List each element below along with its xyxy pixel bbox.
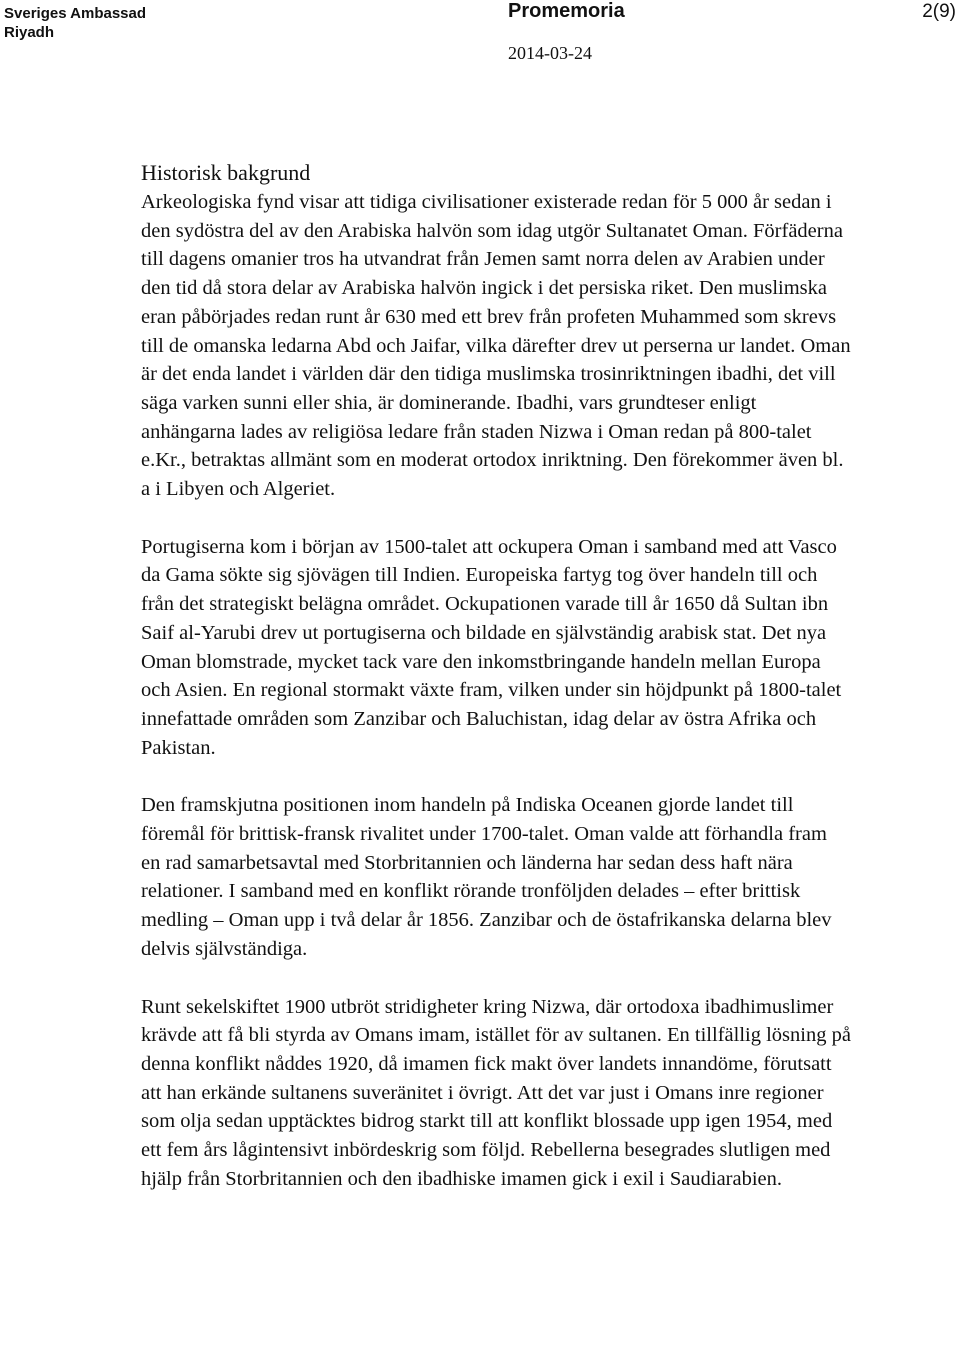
document-header (0, 0, 960, 70)
document-body (141, 158, 851, 1223)
section-title: Historisk bakgrund (141, 160, 311, 185)
sender-city: Riyadh (4, 24, 55, 41)
paragraph: Portugiserna kom i början av 1500-talet att ockupera Oman i samband med att Vasco da Gama sökte sig sjövägen till Indien. Europeiska fartyg tog över handeln till och från det strategiskt belägna området. Ockupationen varade till år 1650 då Sultan ibn Saif al-Yarubi drev ut portugiserna och bildade en självständig arabisk stat. Det nya Oman blomstrade, mycket tack vare den inkomstbringande handeln mellan Europa och Asien. En regional stormakt växte fram, vilken under sin höjdpunkt på 1800-talet innefattade områden som Zanzibar och Baluchistan, idag delar av östra Afrika och Pakistan. (141, 535, 842, 759)
document-date: 2014-03-24 (508, 43, 592, 63)
page-number: 2(9) (922, 1, 956, 22)
paragraph: Arkeologiska fynd visar att tidiga civilisationer existerade redan för 5 000 år sedan i den sydöstra del av den Arabiska halvön som idag utgör Sultanatet Oman. Förfäderna till dagens omanier tros ha utvandrat från Jemen samt norra delen av Arabien under den tid då stora delar av Arabiska halvön ingick i det persiska riket. Den muslimska eran påbörjades redan runt år 630 med ett brev från profeten Muhammed som skrevs till de omanska ledarna Abd och Jaifar, vilka därefter drev ut perserna ur landet. Oman är det enda landet i världen där den tidiga muslimska trosinriktningen ibadhi, det vill säga varken sunni eller shia, är dominerande. Ibadhi, vars grundteser enligt anhängarna lades av religiösa ledare från staden Nizwa i Oman redan på 800-talet e.Kr., betraktas allmänt som en moderat ortodox inriktning. Den förekommer även bl. a i Libyen och Algeriet. (141, 191, 851, 501)
sender-organization: Sveriges Ambassad (4, 5, 147, 22)
sender-block (4, 4, 146, 42)
document-type: Promemoria (508, 0, 625, 22)
paragraph: Runt sekelskiftet 1900 utbröt stridigheter kring Nizwa, där ortodoxa ibadhimuslimer krävde att få bli styrda av Omans imam, istället för av sultanen. En tillfällig lösning på denna konflikt nåddes 1920, då imamen fick makt över landets innandöme, förutsatt att han erkände sultanens suveränitet i övrigt. Att det var just i Omans inre regioner som olja sedan upptäcktes bidrog starkt till att konflikt blossade upp igen 1954, med ett fem års lågintensivt inbördeskrig som följd. Rebellerna besegrades slutligen med hjälp från Storbritannien och den ibadhiske imamen gick i exil i Saudiarabien. (141, 995, 851, 1190)
paragraph: Den framskjutna positionen inom handeln på Indiska Oceanen gjorde landet till föremål för brittisk-fransk rivalitet under 1700-talet. Oman valde att förhandla fram en rad samarbetsavtal med Storbritannien och länderna har sedan dess haft nära relationer. I samband med en konflikt rörande tronföljden delades – efter brittisk medling – Oman upp i två delar år 1856. Zanzibar och de östafrikanska delarna blev delvis självständiga. (141, 794, 832, 960)
